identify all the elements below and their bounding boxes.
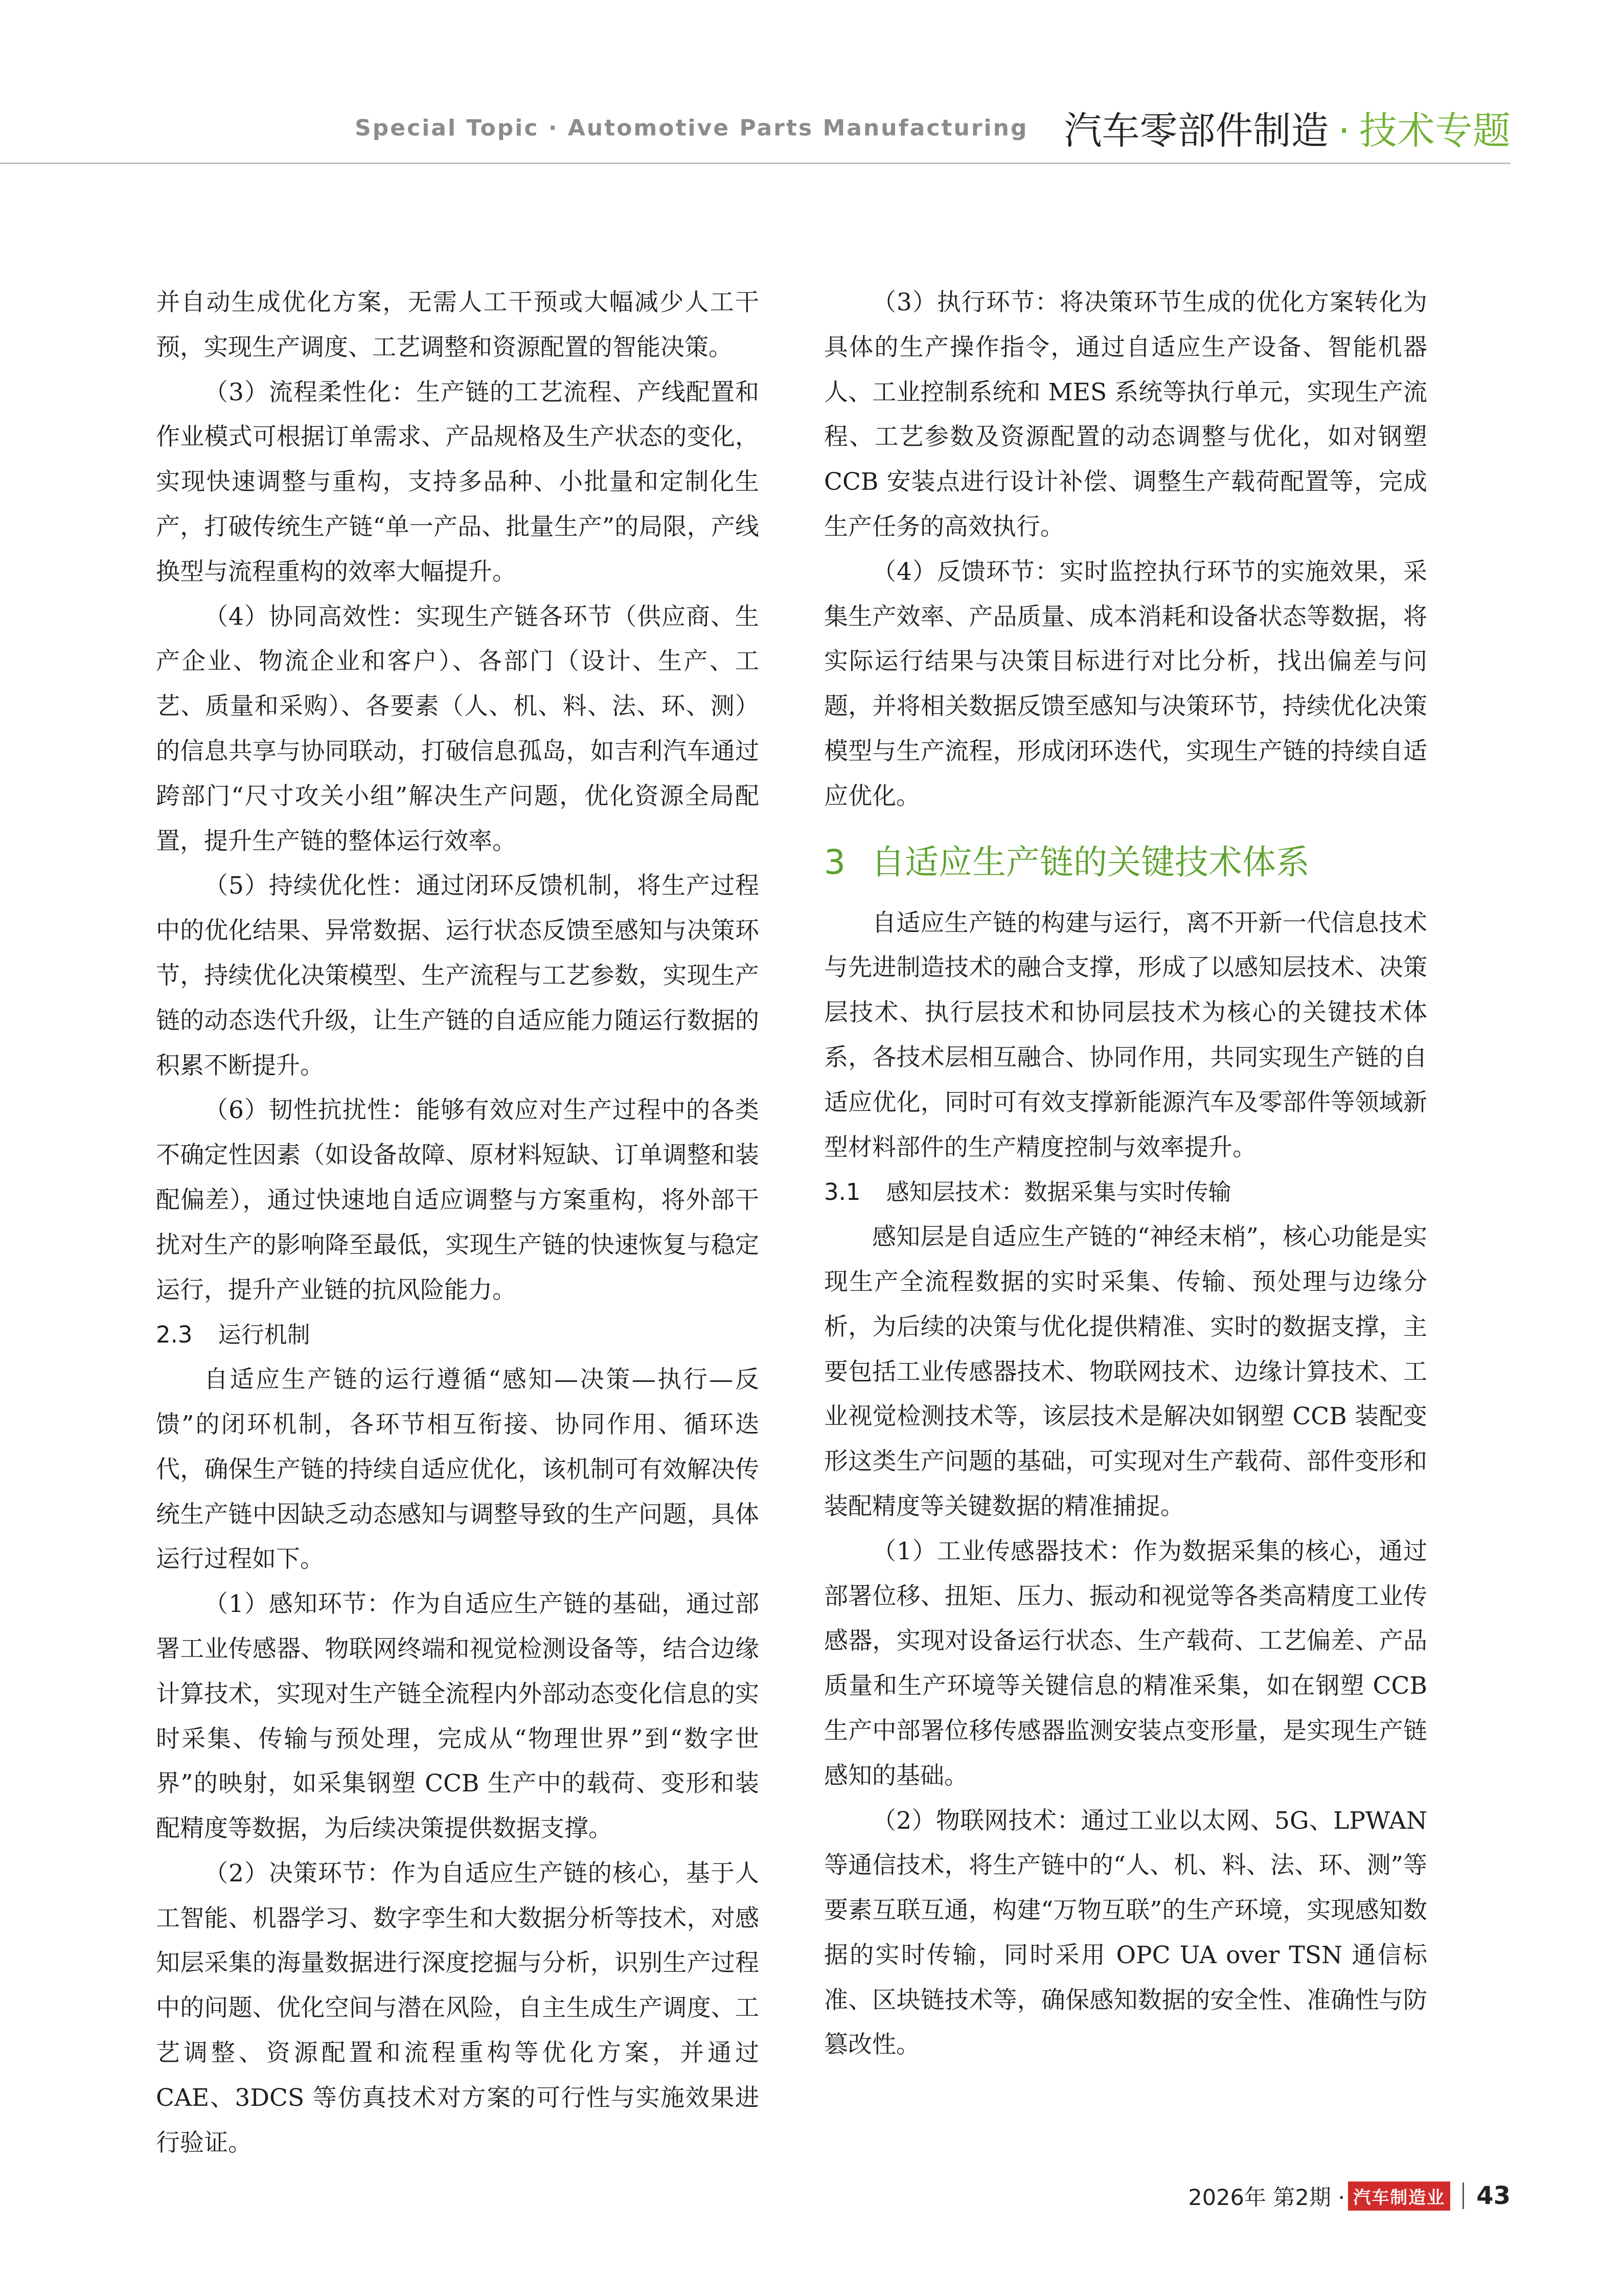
page-number: 43 <box>1476 2181 1511 2210</box>
left-paragraph-continued: 并自动生成优化方案，无需人工干预或大幅减少人工干预，实现生产调度、工艺调整和资源配置的智能决策。 <box>156 288 759 361</box>
subsection-number: 3.1 <box>824 1178 861 1206</box>
left-paragraph-decision: （2）决策环节：作为自适应生产链的核心，基于人工智能、机器学习、数字孪生和大数据分析等技术，对感知层采集的海量数据进行深度挖掘与分析，识别生产过程中的问题、优化空间与潜在风险，自主生成生产调度、工艺调整、资源配置和流程重构等优化方案，并通过 CAE、3DCS 等仿真技术对方案的可行性与实施效果进行验证。 <box>156 1859 759 2157</box>
right-paragraph-perception-layer: 感知层是自适应生产链的“神经末梢”，核心功能是实现生产全流程数据的实时采集、传输、预处理与边缘分析，为后续的决策与优化提供精准、实时的数据支撑，主要包括工业传感器技术、物联网技术、边缘计算技术、工业视觉检测技术等，该层技术是解决如钢塑 CCB 装配变形这类生产问题的基础，可实现对生产载荷、部件变形和装配精度等关键数据的精准捕捉。 <box>824 1223 1427 1520</box>
left-paragraph-optimization: （5）持续优化性：通过闭环反馈机制，将生产过程中的优化结果、异常数据、运行状态反馈至感知与决策环节，持续优化决策模型、生产流程与工艺参数，实现生产链的动态迭代升级，让生产链的自适应能力随运行数据的积累不断提升。 <box>156 872 759 1080</box>
header-title-dot: · <box>1338 109 1350 153</box>
right-paragraph-feedback: （4）反馈环节：实时监控执行环节的实施效果，采集生产效率、产品质量、成本消耗和设备状态等数据，将实际运行结果与决策目标进行对比分析，找出偏差与问题，并将相关数据反馈至感知与决策环节，持续优化决策模型与生产流程，形成闭环迭代，实现生产链的持续自适应优化。 <box>824 557 1427 810</box>
page-footer <box>1125 2175 1511 2216</box>
magazine-logo: 汽车制造业 <box>1348 2181 1450 2211</box>
right-paragraph-sensors: （1）工业传感器技术：作为数据采集的核心，通过部署位移、扭矩、压力、振动和视觉等各类高精度工业传感器，实现对设备运行状态、生产载荷、工艺偏差、产品质量和生产环境等关键信息的精准采集，如在钢塑 CCB 生产中部署位移传感器监测安装点变形量，是实现生产链感知的基础。 <box>824 1537 1427 1790</box>
header-rule <box>0 163 1511 164</box>
left-paragraph-mechanism: 自适应生产链的运行遵循“感知—决策—执行—反馈”的闭环机制，各环节相互衔接、协同作用、循环迭代，确保生产链的持续自适应优化，该机制可有效解决传统生产链中因缺乏动态感知与调整导致的生产问题，具体运行过程如下。 <box>156 1366 759 1574</box>
header-title-accent: 技术专题 <box>1359 109 1511 153</box>
subsection-title: 感知层技术：数据采集与实时传输 <box>886 1178 1231 1206</box>
subsection-title: 运行机制 <box>218 1321 310 1349</box>
left-paragraph-flexibility: （3）流程柔性化：生产链的工艺流程、产线配置和作业模式可根据订单需求、产品规格及生产状态的变化，实现快速调整与重构，支持多品种、小批量和定制化生产，打破传统生产链“单一产品、批量生产”的局限，产线换型与流程重构的效率大幅提升。 <box>156 378 759 586</box>
left-paragraph-perception: （1）感知环节：作为自适应生产链的基础，通过部署工业传感器、物联网终端和视觉检测设备等，结合边缘计算技术，实现对生产链全流程内外部动态变化信息的实时采集、传输与预处理，完成从“物理世界”到“数字世界”的映射，如采集钢塑 CCB 生产中的载荷、变形和装配精度等数据，为后续决策提供数据支撑。 <box>156 1590 759 1843</box>
left-paragraph-resilience: （6）韧性抗扰性：能够有效应对生产过程中的各类不确定性因素（如设备故障、原材料短缺、订单调整和装配偏差），通过快速地自适应调整与方案重构，将外部干扰对生产的影响降至最低，实现生产链的快速恢复与稳定运行，提升产业链的抗风险能力。 <box>156 1096 759 1304</box>
left-column <box>156 280 759 2165</box>
footer-issue: 2026年 第2期 · <box>1188 2185 1345 2211</box>
right-column <box>824 280 1427 2067</box>
section-number: 3 <box>824 842 845 882</box>
right-paragraph-iot: （2）物联网技术：通过工业以太网、5G、LPWAN 等通信技术，将生产链中的“人、机、料、法、环、测”等要素互联互通，构建“万物互联”的生产环境，实现感知数据的实时传输，同时采用 OPC UA over TSN 通信标准、区块链技术等，确保感知数据的安全性、准确性与防篡改性。 <box>824 1806 1427 2059</box>
left-paragraph-collaboration: （4）协同高效性：实现生产链各环节（供应商、生产企业、物流企业和客户）、各部门（设计、生产、工艺、质量和采购）、各要素（人、机、料、法、环、测）的信息共享与协同联动，打破信息孤岛，如吉利汽车通过跨部门“尺寸攻关小组”解决生产问题，优化资源全局配置，提升生产链的整体运行效率。 <box>156 602 759 855</box>
header-topic-english: Special Topic · Automotive Parts Manufacturing <box>355 115 1028 141</box>
running-header <box>0 102 1511 153</box>
right-paragraph-execution: （3）执行环节：将决策环节生成的优化方案转化为具体的生产操作指令，通过自适应生产设备、智能机器人、工业控制系统和 MES 系统等执行单元，实现生产流程、工艺参数及资源配置的动态调整与优化，如对钢塑 CCB 安装点进行设计补偿、调整生产载荷配置等，完成生产任务的高效执行。 <box>824 288 1427 541</box>
subsection-number: 2.3 <box>156 1321 193 1349</box>
header-title <box>1064 101 1511 155</box>
header-title-main: 汽车零部件制造 <box>1064 109 1329 153</box>
section-heading-3 <box>824 839 1427 885</box>
section-title: 自适应生产链的关键技术体系 <box>871 842 1310 882</box>
right-paragraph-tech-system: 自适应生产链的构建与运行，离不开新一代信息技术与先进制造技术的融合支撑，形成了以感知层技术、决策层技术、执行层技术和协同层技术为核心的关键技术体系，各技术层相互融合、协同作用，共同实现生产链的自适应优化，同时可有效支撑新能源汽车及零部件等领域新型材料部件的生产精度控制与效率提升。 <box>824 908 1427 1162</box>
footer-separator <box>1462 2183 1464 2209</box>
subsection-heading-2-3 <box>156 1312 759 1357</box>
subsection-heading-3-1 <box>824 1170 1427 1215</box>
